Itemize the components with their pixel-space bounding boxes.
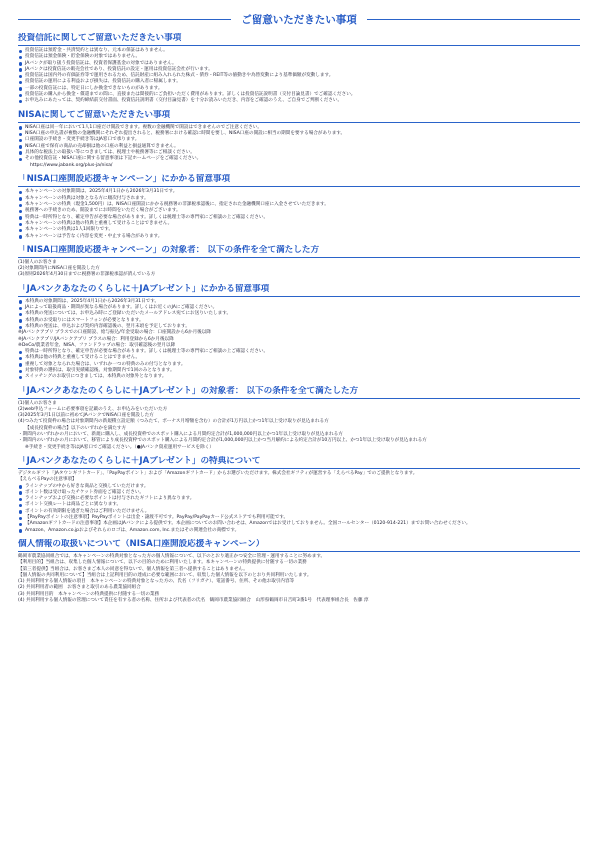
notice-item: NISA口座で保有の商品の売却損は他の口座の利益と損益通算できません。 xyxy=(18,144,580,150)
notice-item: ラインナップおよび交換に必要なポイントは付与されたギフトにより異なります。 xyxy=(18,496,580,502)
note-line: ※JAバンクアプリ プラスでの口座開設、給与振込/年金受取の場合：口座開設から6か月後以降 xyxy=(18,330,211,336)
eligibility-item: (2)web申込フォームに必要事項を記載のうえ、お申込みをいただいた方 xyxy=(18,406,168,412)
notice-item: 重複して対象となられた場合は、いずれか一つの特典のみの付与となります。 xyxy=(18,362,580,368)
notice-item: 本特典の発送は、申込および契約内容確認後の、翌月末頃を予定しております。 xyxy=(18,324,580,330)
privacy-line: (2) 共同利用者の範囲 お客さまと取引のある農業協同組合 xyxy=(18,585,141,591)
notice-item: 特典は一時所得となり、確定申告が必要な場合があります。詳しくは税理士等の専門家にご相談の上ご確認ください。 xyxy=(18,215,580,221)
notice-item: 本特典のお受取りにはスマートフォンが必要となります。 xyxy=(18,318,580,324)
eligibility-subitem: 【成長投資枠の場合】以下のいずれかを満たす方 xyxy=(25,425,127,431)
notice-item: 特典は一時所得となり、確定申告が必要な場合があります。詳しくは税理士等の専門家にご相談の上ご確認ください。 xyxy=(18,349,580,355)
section-nisa-campaign-notes xyxy=(18,174,580,239)
notice-item: 対象特典の選択は、取引実績確認後、対象期間内で1回のみとなります。 xyxy=(18,368,580,374)
notice-item: ポイントの有効期限を過ぎた場合はご利用いただけません。 xyxy=(18,509,580,515)
eligibility-item: (4)つみたて投資枠の場合は対象期間内の新規積立設定額（つみたて、ボーナス月増額を含む）の合計が1万円以上かつ1年以上受け取りが見込まれる方 xyxy=(18,419,329,425)
eligibility-item: (1)個人のお客さま xyxy=(18,400,57,406)
eligibility-item: (3)2025年3月1日以前に初めてJAバンクでNISA口座を開設した方 xyxy=(18,413,154,419)
section-heading: 「JAバンクあなたのくらしに＋JAプレゼント」の対象者： 以下の条件を全て満たした方 xyxy=(18,386,580,399)
notice-item: 投資信託は預貯金・共済契約とは異なり、元本の保証はありません。 xyxy=(18,48,580,54)
notice-item: 投資信託は国内外の有価証券等で運用されるため、信託財産に組み入れられた株式・債券・REIT等の値動きや為替変動により基準価額が変動します。 xyxy=(18,73,580,79)
notice-item: ポイント数は受け取ったチケット券面をご確認ください。 xyxy=(18,490,580,496)
notice-item: 本キャンペーンの対象期間は、2025年4月1日から2026年3月31日です。 xyxy=(18,189,580,195)
nisa-info-link[interactable]: https://www.jabank.org/plus-ja/nisa/ xyxy=(30,163,113,169)
notice-item: 投資信託の購入から換金・償還までの間に、直接または間接的にご負担いただく費用があります。詳しくは投資信託説明書（交付目論見書）でご確認ください。 xyxy=(18,92,580,98)
notice-item: 一部の投資信託には、特定日にしか換金できないものがあります。 xyxy=(18,86,580,92)
section-ja-present-eligibility xyxy=(18,386,580,451)
notice-item: ラインナップの中から好きな商品と交換していただけます。 xyxy=(18,484,580,490)
title-rule-right xyxy=(367,19,580,20)
eligibility-item: ・期間内のいずれかの月において、新規に購入し、成長投資枠でのスポット購入による月間約定合計が1,000,000円以上かつ1年以上受け取りが見込まれる方 xyxy=(18,432,343,438)
notice-item: 【Amazonギフトカードの注意事項】本企画はJAバンクによる提供です。本企画についてのお問い合わせは、Amazonではお受けしておりません。全国コールセンター（0120-914-221）までお問い合わせください。 xyxy=(18,521,580,527)
eligibility-item: (3)原則2026年4月30日までに税務署の非課税承認が済んでいる方 xyxy=(18,272,156,278)
section-heading: 「JAバンクあなたのくらしに＋JAプレゼント」の特典について xyxy=(18,456,580,469)
notice-item: スイッチングのお取引につきましては、本特典の対象外となります。 xyxy=(18,374,580,380)
notice-item: 口座開設の手続き・変更手続き等はJA窓口で承ります。 xyxy=(18,137,580,143)
notice-item: 本特典は他の特典と重複して受けることはできません。 xyxy=(18,355,580,361)
eligibility-item: ・期間内のいずれかの月において、移管により成長投資枠でのスポット購入による月間約定合計が1,000,000円以上かつ当月解約による約定合計が10万円以上、かつ1年以上受け取りが見込まれる方 xyxy=(18,438,427,444)
notice-item: 本キャンペーンの特典（現金1,500円）は、NISA口座開設にかかる税務署の非課税承認後に、指定された金融機関口座に入金させていただきます。 xyxy=(18,202,580,208)
notice-item: 本キャンペーンの特典は他の特典と重複して受けることはできません。 xyxy=(18,221,580,227)
page-title-row xyxy=(18,10,580,28)
notice-item: 投資信託は預金保険・貯金保険の対象ではありません。 xyxy=(18,54,580,60)
benefit-subheading: 【えらべるPayの注意事項】 xyxy=(18,477,77,483)
section-heading: 「JAバンクあなたのくらしに＋JAプレゼント」にかかる留意事項 xyxy=(18,284,580,297)
note-line: ※JAバンクアプリ/JAバンクアプリ プラスの場合：利用登録から6か月後以降 xyxy=(18,336,174,342)
notice-item: その他投資信託・NISA口座に関する留意事項は下記ホームページをご確認ください。 xyxy=(18,156,580,162)
notice-item: NISA口座の申込書が複数の金融機関にそれぞれ提出されると、税務署における確認に時間を要し、NISA口座の開設に相当の期間を要する場合があります。 xyxy=(18,131,580,137)
notice-item: 本キャンペーンの特典は1人1回限りです。 xyxy=(18,227,580,233)
section-ja-present-notes xyxy=(18,284,580,381)
page-title: ご留意いただきたい事項 xyxy=(241,13,357,26)
notice-item: JAによって取扱商品・期間が異なる場合があります。詳しくはお近くのJAにご確認ください。 xyxy=(18,305,580,311)
notice-item: JAバンクが取り扱う投資信託は、投資者保護基金の対象ではありません。 xyxy=(18,61,580,67)
eligibility-note: ※手続き・変更手続き等はJA窓口でご確認ください。（●JAバンク資産運用サービスを除く） xyxy=(25,444,214,450)
privacy-line: (3) 共同利用目的 本キャンペーンの特典提供に付随する一切の業務 xyxy=(18,591,160,597)
privacy-line: (4) 共同利用する個人情報の管理について責任を有する者の名称、住所および代表者の氏名 鶴岡市農業協同組合 山形県鶴岡市日吉町3番1号 代表理事組合長 佐藤 淳 xyxy=(18,598,369,603)
section-heading: 「NISA口座開設応援キャンペーン」の対象者： 以下の条件を全て満たした方 xyxy=(18,245,580,258)
notice-item: 【PayPayポイントの注意事項】PayPayポイントは出金・譲渡不可です。PayPay/PayPayカード公式ストアでも利用可能です。 xyxy=(18,515,580,521)
notice-item: 税務署への手続きのため、開設までにお時間をいただく場合がございます。 xyxy=(18,208,580,214)
section-nisa-campaign-eligibility xyxy=(18,245,580,279)
notice-item: JAバンクは投資信託の販売会社であり、投資信託の設定・運用は投資信託会社が行います。 xyxy=(18,67,580,73)
privacy-line: 【利用目的】当組合は、収集した個人情報について、以下の目的のために利用いたします。本キャンペーンの特典提供に付随する一切の業務 xyxy=(18,560,307,566)
notice-item: 本特典の対象期間は、2025年4月1日から2026年3月31日です。 xyxy=(18,299,580,305)
eligibility-item: (1)個人のお客さま xyxy=(18,259,57,265)
section-heading: 「NISA口座開設応援キャンペーン」にかかる留意事項 xyxy=(18,174,580,187)
notice-item: NISA口座は同一年において1人1口座だけ開設できます。複数の金融機関で開設はできませんのでご注意ください。 xyxy=(18,125,580,131)
notice-item: 本キャンペーンの特典は対象となる方に順次付与されます。 xyxy=(18,196,580,202)
section-heading: NISAに関してご留意いただきたい事項 xyxy=(18,110,580,123)
benefit-intro: デジタルギフト「JAタウンギフトカード」、「PayPayポイント」および「Amazonギフトカード」からお選びいただけます。株式会社ギフティが運営する「えらべるPay」でのご提供となります。 xyxy=(18,470,418,476)
notice-item: お申込みにあたっては、契約締結前交付書面、投資信託説明書（交付目論見書）を十分お読みいただき、内容をご確認のうえ、ご自身でご判断ください。 xyxy=(18,98,580,104)
section-privacy xyxy=(18,539,580,604)
section-nisa xyxy=(18,110,580,170)
section-heading: 投資信託に関してご留意いただきたい事項 xyxy=(18,33,580,46)
notice-item: ポイント交換レートは商品ごとに異なります。 xyxy=(18,502,580,508)
notice-item: 本キャンペーンは予告なく内容を変更・中止する場合があります。 xyxy=(18,234,580,240)
note-line: ※DeCo/農業者年金、NISA、ファンドラップの場合：取引確認後の翌月以降 xyxy=(18,342,176,348)
eligibility-item: (2)対象期間内にNISA口座を開設した方 xyxy=(18,266,100,272)
notice-item: Amazon、Amazon.co.jpおよびそれらのロゴは、Amazon.com, Inc.またはその関連会社の商標です。 xyxy=(18,528,580,534)
notice-item: 投資信託の運用による利益および損失は、投資信託の購入者に帰属します。 xyxy=(18,79,580,85)
title-rule-left xyxy=(18,19,231,20)
privacy-line: (1) 共同利用する個人情報の項目 本キャンペーンの特典対象となった方の、氏名（フリガナ）、電話番号、住所、その他お取引内容等 xyxy=(18,579,295,585)
section-heading: 個人情報の取扱いについて（NISA口座開設応援キャンペーン） xyxy=(18,539,580,552)
privacy-line: 【第三者提供】当組合は、お客さまご本人の同意を得ないで、個人情報を第三者へ提供することはありません。 xyxy=(18,566,248,572)
section-investment-trust xyxy=(18,33,580,105)
privacy-line: 【個人情報の共同利用について】当組合は上記利用目的の達成に必要な範囲において、収集した個人情報を以下のとおり共同利用いたします。 xyxy=(18,572,312,578)
notice-item: 本特典の発送については、お申込み時にご登録いただいたメールアドレス宛てにお送りいたします。 xyxy=(18,311,580,317)
section-ja-present-benefit xyxy=(18,456,580,534)
privacy-line: 鶴岡市農業協同組合では、本キャンペーンの特典対象となった方の個人情報について、以下のとおり適正かつ安全に管理・運用することに努めます。 xyxy=(18,553,326,559)
notice-item: 具体的な税法上の取扱い等につきましては、税理士や税務署等にご相談ください。 xyxy=(18,150,580,156)
